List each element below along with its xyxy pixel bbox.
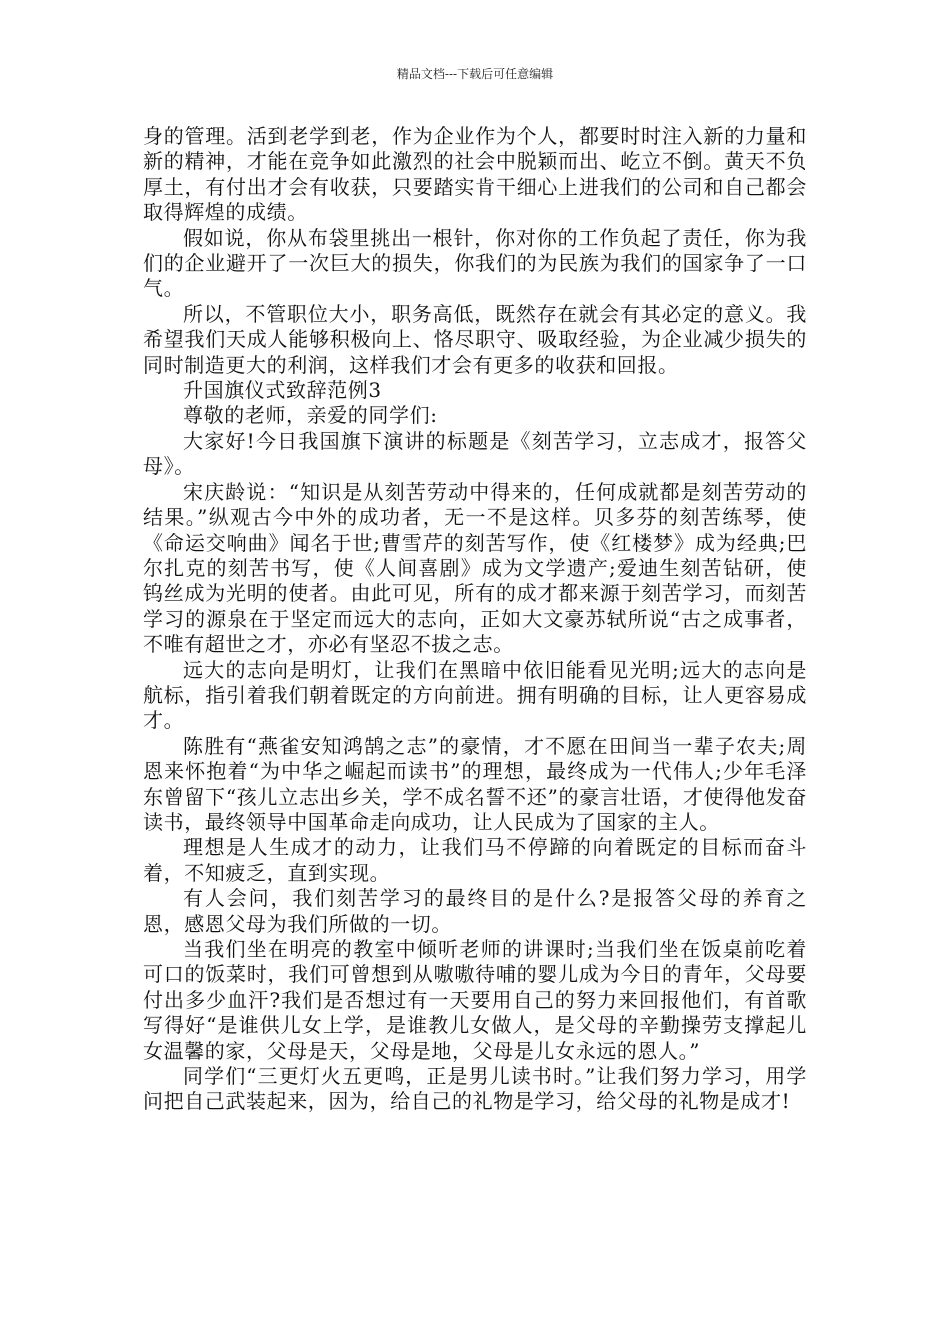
paragraph: 假如说，你从布袋里挑出一根针，你对你的工作负起了责任，你为我们的企业避开了一次巨大的损失，你我们的为民族为我们的国家争了一口气。 bbox=[143, 225, 807, 301]
paragraph-continuation: 身的管理。活到老学到老，作为企业作为个人，都要时时注入新的力量和新的精神，才能在竞争如此激烈的社会中脱颖而出、屹立不倒。黄天不负厚土，有付出才会有收获，只要踏实肯干细心上进我们的公司和自己都会取得辉煌的成绩。 bbox=[143, 124, 807, 225]
paragraph: 陈胜有“燕雀安知鸿鹄之志”的豪情，才不愿在田间当一辈子农夫;周恩来怀抱着“为中华之崛起而读书”的理想，最终成为一代伟人;少年毛泽东曾留下“孩儿立志出乡关，学不成名誓不还”的豪言壮语，才使得他发奋读书，最终领导中国革命走向成功，让人民成为了国家的主人。 bbox=[143, 733, 807, 834]
paragraph: 所以，不管职位大小，职务高低，既然存在就会有其必定的意义。我希望我们天成人能够积极向上、恪尽职守、吸取经验，为企业减少损失的同时制造更大的利润，这样我们才会有更多的收获和回报。 bbox=[143, 301, 807, 377]
paragraph: 同学们“三更灯火五更鸣，正是男儿读书时。”让我们努力学习，用学问把自己武装起来，因为，给自己的礼物是学习，给父母的礼物是成才! bbox=[143, 1064, 807, 1114]
paragraph: 理想是人生成才的动力，让我们马不停蹄的向着既定的目标而奋斗着，不知疲乏，直到实现。 bbox=[143, 835, 807, 885]
salutation: 尊敬的老师，亲爱的同学们: bbox=[183, 403, 438, 428]
page-header: 精品文档---下载后可任意编辑 bbox=[396, 67, 554, 81]
section-title: 升国旗仪式致辞范例3 bbox=[183, 378, 382, 403]
paragraph: 宋庆龄说：“知识是从刻苦劳动中得来的，任何成就都是刻苦劳动的结果。”纵观古今中外的成功者，无一不是这样。贝多芬的刻苦练琴，使《命运交响曲》闻名于世;曹雪芹的刻苦写作，使《红楼梦》成为经典;巴尔扎克的刻苦书写，使《人间喜剧》成为文学遗产;爱迪生刻苦钻研，使钨丝成为光明的使者。由此可见，所有的成才都来源于刻苦学习，而刻苦学习的源泉在于坚定而远大的志向，正如大文豪苏轼所说“古之成事者，不唯有超世之才，亦必有坚忍不拔之志。 bbox=[143, 479, 807, 657]
paragraph: 大家好!今日我国旗下演讲的标题是《刻苦学习，立志成才，报答父母》。 bbox=[143, 428, 807, 479]
paragraph: 当我们坐在明亮的教室中倾听老师的讲课时;当我们坐在饭桌前吃着可口的饭菜时，我们可曾想到从嗷嗷待哺的婴儿成为今日的青年，父母要付出多少血汗?我们是否想过有一天要用自己的努力来回报他们，有首歌写得好“是谁供儿女上学，是谁教儿女做人，是父母的辛勤操劳支撑起儿女温馨的家，父母是天，父母是地，父母是儿女永远的恩人。” bbox=[143, 937, 807, 1063]
document-body bbox=[143, 124, 807, 1115]
paragraph: 有人会问，我们刻苦学习的最终目的是什么?是报答父母的养育之恩，感恩父母为我们所做的一切。 bbox=[143, 886, 807, 936]
paragraph: 远大的志向是明灯，让我们在黑暗中依旧能看见光明;远大的志向是航标，指引着我们朝着既定的方向前进。拥有明确的目标，让人更容易成才。 bbox=[143, 657, 807, 733]
